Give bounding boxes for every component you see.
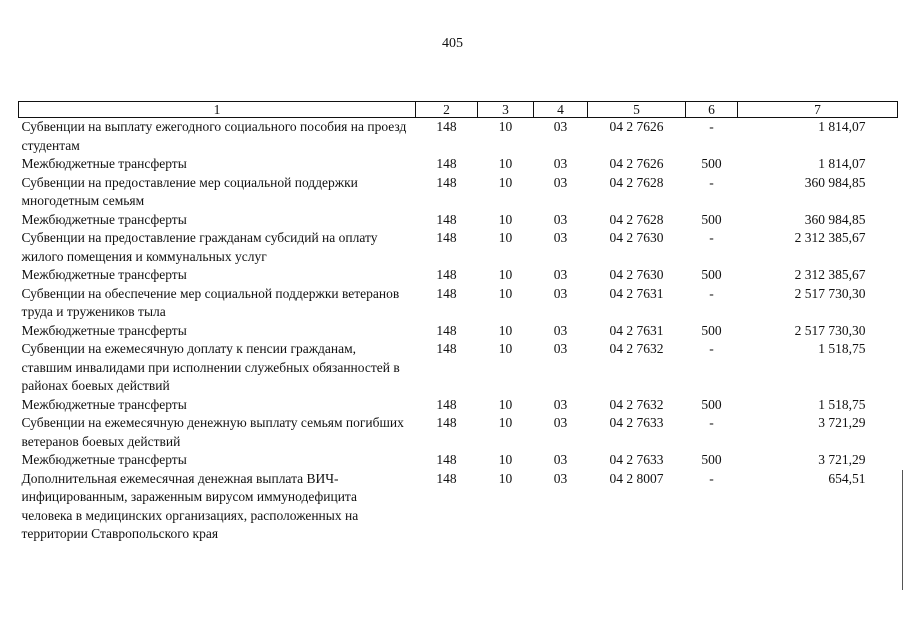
- row-description: Дополнительная ежемесячная денежная выплата ВИЧ-инфицированным, зараженным вирусом иммунодефицита человека в медицинских организациях, расположенных на территории Ставропольского края: [21, 470, 359, 541]
- row-code-5: 04 2 7632: [609, 396, 664, 412]
- row-code-4: 03: [553, 156, 568, 171]
- row-description: Межбюджетные трансферты: [21, 211, 187, 227]
- row-code-3: 10: [498, 174, 513, 190]
- table-body: [19, 118, 898, 544]
- row-code-5: 04 2 7633: [609, 452, 664, 467]
- table-row: [19, 155, 898, 174]
- row-code-3: 10: [498, 119, 513, 134]
- row-code-6: 500: [701, 156, 722, 171]
- row-code-3: 10: [498, 230, 513, 245]
- row-description: Субвенции на предоставление гражданам субсидий на оплату жилого помещения и коммунальных услуг: [21, 230, 378, 264]
- budget-table: [18, 101, 898, 544]
- row-description: Межбюджетные трансферты: [21, 267, 187, 282]
- column-header-2: 2: [416, 102, 478, 118]
- row-amount: 1 518,75: [818, 341, 866, 356]
- row-code-6: -: [709, 341, 714, 356]
- row-code-5: 04 2 7631: [609, 285, 664, 301]
- row-code-2: 148: [436, 452, 457, 467]
- table-row: [19, 266, 898, 285]
- row-code-4: 03: [553, 119, 568, 134]
- row-code-3: 10: [498, 285, 513, 301]
- row-code-2: 148: [436, 415, 457, 430]
- row-code-5: 04 2 7626: [609, 156, 664, 171]
- row-amount: 1 518,75: [818, 396, 866, 412]
- row-code-3: 10: [498, 156, 513, 171]
- row-code-6: -: [709, 119, 714, 134]
- row-code-6: 500: [701, 267, 722, 282]
- row-code-3: 10: [498, 415, 513, 430]
- scan-edge-line: [902, 470, 903, 590]
- row-code-4: 03: [553, 470, 568, 486]
- table-row: [19, 451, 898, 470]
- table-row: [19, 229, 898, 266]
- row-code-6: 500: [701, 211, 722, 227]
- row-code-3: 10: [498, 470, 513, 486]
- row-code-6: -: [709, 285, 714, 301]
- column-header-6: 6: [686, 102, 738, 118]
- table-header-row: [19, 102, 898, 118]
- row-code-2: 148: [436, 267, 457, 282]
- row-code-2: 148: [436, 341, 457, 356]
- column-header-1: 1: [19, 102, 416, 118]
- row-description: Межбюджетные трансферты: [21, 322, 187, 338]
- row-code-5: 04 2 7632: [609, 341, 664, 356]
- table-row: [19, 396, 898, 415]
- row-code-3: 10: [498, 396, 513, 412]
- row-amount: 360 984,85: [804, 211, 866, 227]
- row-code-2: 148: [436, 470, 457, 486]
- column-header-7: 7: [738, 102, 898, 118]
- table-row: [19, 118, 898, 156]
- table-row: [19, 174, 898, 211]
- row-description: Субвенции на выплату ежегодного социального пособия на проезд студентам: [21, 119, 407, 153]
- row-code-3: 10: [498, 452, 513, 467]
- row-code-6: 500: [701, 452, 722, 467]
- table-row: [19, 211, 898, 230]
- row-description: Субвенции на ежемесячную денежную выплату семьям погибших ветеранов боевых действий: [21, 415, 404, 449]
- row-amount: 1 814,07: [818, 156, 866, 171]
- row-code-6: -: [709, 174, 714, 190]
- row-description: Межбюджетные трансферты: [21, 156, 187, 171]
- page-number: 405: [442, 36, 463, 51]
- row-description: Межбюджетные трансферты: [21, 396, 187, 412]
- row-code-4: 03: [553, 285, 568, 301]
- row-code-2: 148: [436, 119, 457, 134]
- row-description: Субвенции на предоставление мер социальной поддержки многодетным семьям: [21, 174, 358, 208]
- row-amount: 2 312 385,67: [794, 267, 866, 282]
- row-code-4: 03: [553, 230, 568, 245]
- row-code-4: 03: [553, 322, 568, 338]
- row-code-4: 03: [553, 452, 568, 467]
- row-amount: 3 721,29: [818, 452, 866, 467]
- row-code-2: 148: [436, 156, 457, 171]
- row-code-3: 10: [498, 211, 513, 227]
- column-header-4: 4: [534, 102, 588, 118]
- table-row: [19, 470, 898, 544]
- row-description: Субвенции на обеспечение мер социальной поддержки ветеранов труда и тружеников тыла: [21, 285, 400, 319]
- row-code-4: 03: [553, 341, 568, 356]
- row-code-5: 04 2 7628: [609, 174, 664, 190]
- row-code-2: 148: [436, 174, 457, 190]
- column-header-3: 3: [478, 102, 534, 118]
- row-amount: 360 984,85: [804, 174, 866, 190]
- row-amount: 654,51: [828, 470, 866, 486]
- table-row: [19, 414, 898, 451]
- row-description: Межбюджетные трансферты: [21, 452, 187, 467]
- row-amount: 2 312 385,67: [794, 230, 866, 245]
- column-header-5: 5: [588, 102, 686, 118]
- row-code-4: 03: [553, 174, 568, 190]
- row-code-6: 500: [701, 396, 722, 412]
- row-amount: 3 721,29: [818, 415, 866, 430]
- row-code-3: 10: [498, 341, 513, 356]
- row-code-2: 148: [436, 396, 457, 412]
- row-code-2: 148: [436, 285, 457, 301]
- row-code-5: 04 2 8007: [609, 470, 664, 486]
- row-amount: 1 814,07: [818, 119, 866, 134]
- table-row: [19, 340, 898, 396]
- row-code-4: 03: [553, 415, 568, 430]
- row-code-6: 500: [701, 322, 722, 338]
- row-code-5: 04 2 7628: [609, 211, 664, 227]
- row-code-6: -: [709, 470, 714, 486]
- row-code-5: 04 2 7631: [609, 322, 664, 338]
- row-code-5: 04 2 7630: [609, 230, 664, 245]
- row-code-2: 148: [436, 230, 457, 245]
- table-row: [19, 285, 898, 322]
- row-code-3: 10: [498, 267, 513, 282]
- row-code-4: 03: [553, 396, 568, 412]
- table-row: [19, 322, 898, 341]
- row-code-6: -: [709, 230, 714, 245]
- row-code-4: 03: [553, 267, 568, 282]
- row-code-5: 04 2 7626: [609, 119, 664, 134]
- row-code-2: 148: [436, 211, 457, 227]
- row-code-6: -: [709, 415, 714, 430]
- row-code-5: 04 2 7630: [609, 267, 664, 282]
- row-code-5: 04 2 7633: [609, 415, 664, 430]
- row-code-4: 03: [553, 211, 568, 227]
- row-code-3: 10: [498, 322, 513, 338]
- row-amount: 2 517 730,30: [794, 285, 866, 301]
- row-description: Субвенции на ежемесячную доплату к пенсии гражданам, ставшим инвалидами при исполнении служебных обязанностей в районах боевых действий: [21, 341, 400, 393]
- row-code-2: 148: [436, 322, 457, 338]
- row-amount: 2 517 730,30: [794, 322, 866, 338]
